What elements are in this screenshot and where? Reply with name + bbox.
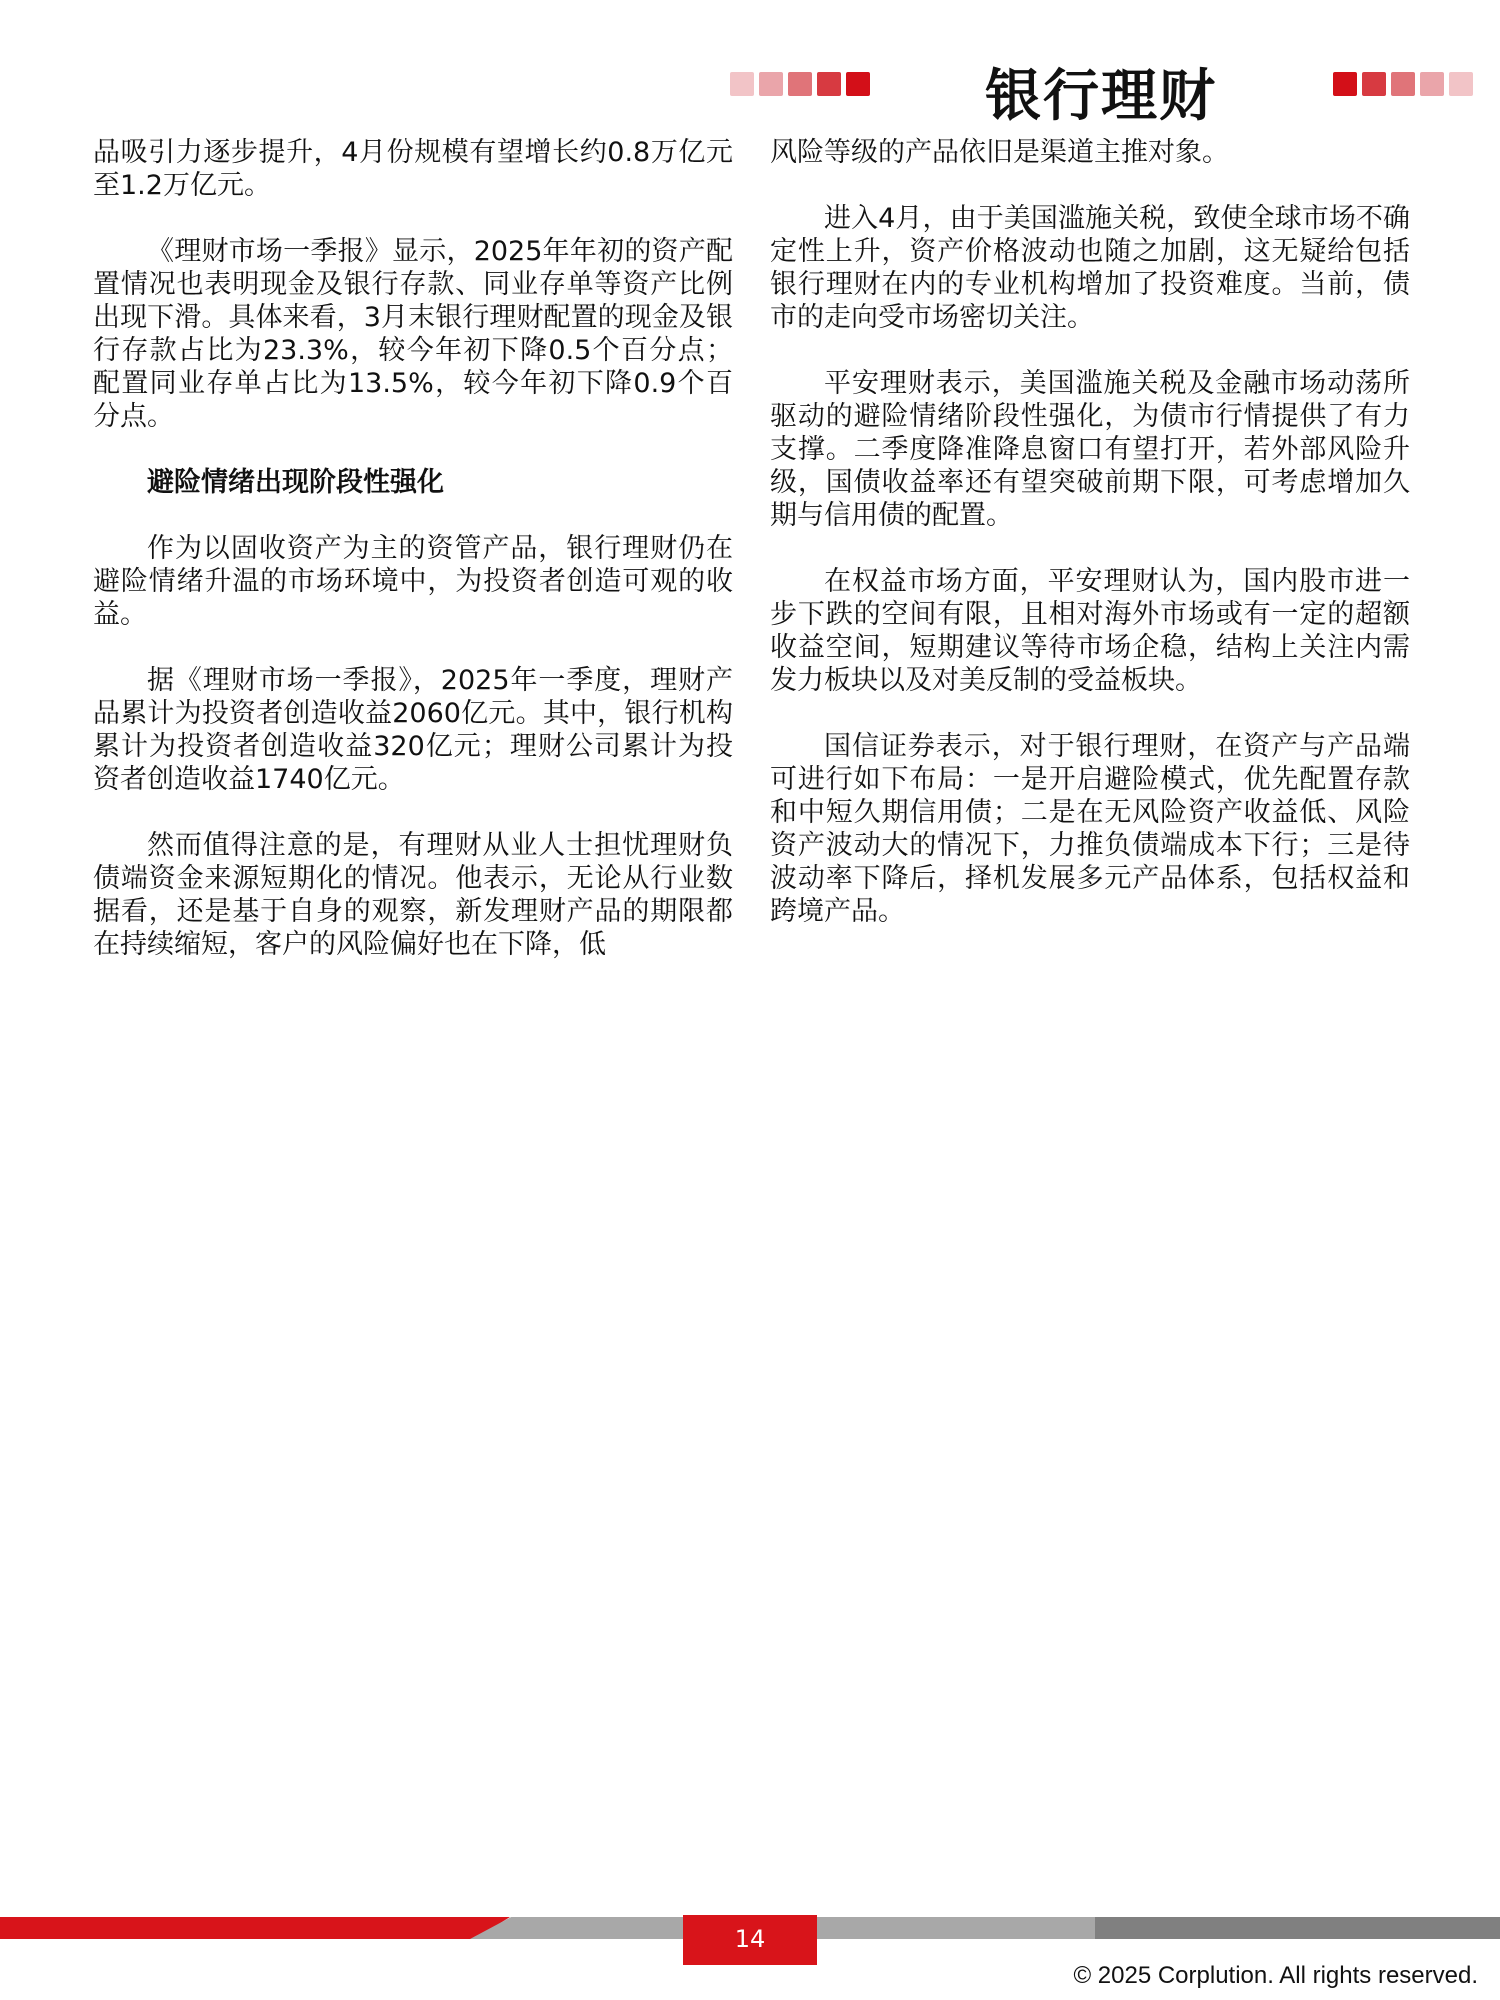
paragraph: 国信证券表示，对于银行理财，在资产与产品端可进行如下布局：一是开启避险模式，优先配置存款和中短久期信用债；二是在无风险资产收益低、风险资产波动大的情况下，力推负债端成本下行；三是待波动率下降后，择机发展多元产品体系，包括权益和跨境产品。 xyxy=(770,731,1410,927)
paragraph: 平安理财表示，美国滥施关税及金融市场动荡所驱动的避险情绪阶段性强化，为债市行情提供了有力支撑。二季度降准降息窗口有望打开，若外部风险升级，国债收益率还有望突破前期下限，可考虑增加久期与信用债的配置。 xyxy=(770,368,1410,531)
copyright-notice: © 2025 Corplution. All rights reserved. xyxy=(1073,1962,1478,1989)
header-square xyxy=(846,72,870,96)
header-square xyxy=(1449,72,1473,96)
paragraph: 据《理财市场一季报》，2025年一季度，理财产品累计为投资者创造收益2060亿元。其中，银行机构累计为投资者创造收益320亿元；理财公司累计为投资者创造收益1740亿元。 xyxy=(93,665,733,795)
page-number: 14 xyxy=(683,1915,817,1965)
header-square xyxy=(1420,72,1444,96)
header-square xyxy=(730,72,754,96)
paragraph: 品吸引力逐步提升，4月份规模有望增长约0.8万亿元至1.2万亿元。 xyxy=(93,137,733,201)
header-square xyxy=(1333,72,1357,96)
header-square xyxy=(788,72,812,96)
section-heading: 避险情绪出现阶段性强化 xyxy=(147,467,444,498)
header-square xyxy=(759,72,783,96)
left-column xyxy=(93,136,733,994)
section-title: 银行理财 xyxy=(985,64,1217,129)
paragraph: 风险等级的产品依旧是渠道主推对象。 xyxy=(770,137,1229,168)
header-square xyxy=(1362,72,1386,96)
header-square xyxy=(1391,72,1415,96)
header-left-squares xyxy=(730,72,870,96)
paragraph: 然而值得注意的是，有理财从业人士担忧理财负债端资金来源短期化的情况。他表示，无论从行业数据看，还是基于自身的观察，新发理财产品的期限都在持续缩短，客户的风险偏好也在下降，低 xyxy=(93,830,733,960)
paragraph: 作为以固收资产为主的资管产品，银行理财仍在避险情绪升温的市场环境中，为投资者创造可观的收益。 xyxy=(93,533,733,630)
paragraph: 在权益市场方面，平安理财认为，国内股市进一步下跌的空间有限，且相对海外市场或有一定的超额收益空间，短期建议等待市场企稳，结构上关注内需发力板块以及对美反制的受益板块。 xyxy=(770,566,1410,696)
footer-bar-red xyxy=(0,1917,510,1939)
paragraph: 进入4月，由于美国滥施关税，致使全球市场不确定性上升，资产价格波动也随之加剧，这无疑给包括银行理财在内的专业机构增加了投资难度。当前，债市的走向受市场密切关注。 xyxy=(770,203,1410,333)
footer-bar-dark xyxy=(1095,1917,1500,1939)
paragraph: 《理财市场一季报》显示，2025年年初的资产配置情况也表明现金及银行存款、同业存单等资产比例出现下滑。具体来看，3月末银行理财配置的现金及银行存款占比为23.3%，较今年初下降0.5个百分点；配置同业存单占比为13.5%，较今年初下降0.9个百分点。 xyxy=(93,236,733,432)
right-column xyxy=(770,136,1410,961)
header-square xyxy=(817,72,841,96)
header-right-squares xyxy=(1333,72,1473,96)
